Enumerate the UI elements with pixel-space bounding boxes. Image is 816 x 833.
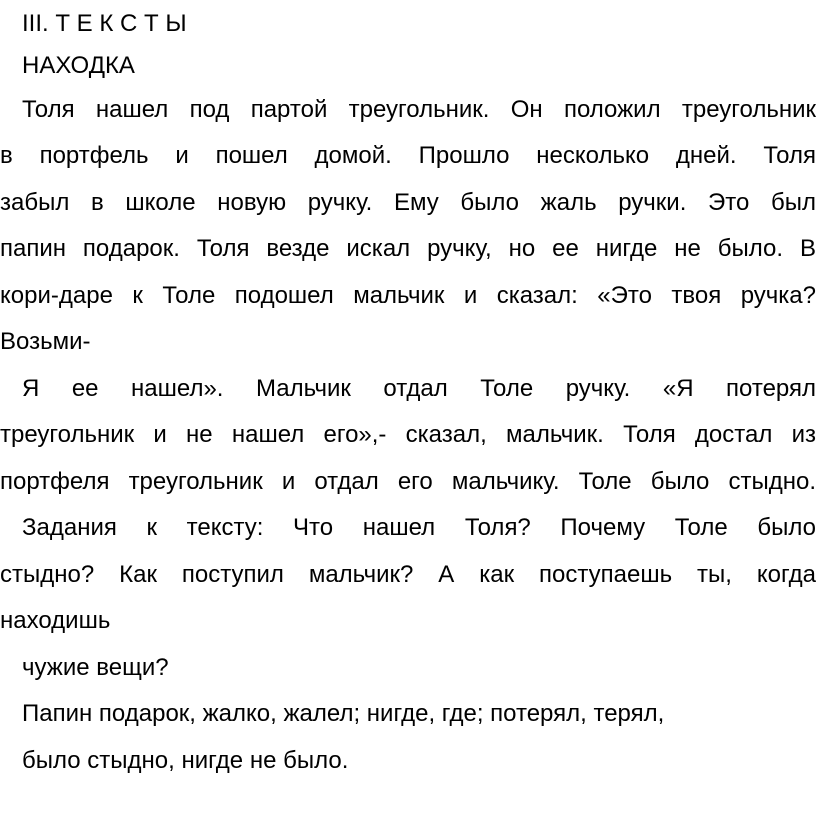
story-line-3: забыл в школе новую ручку. Ему было жаль ручки. Это был <box>0 189 816 216</box>
section-heading: III. Т Е К С Т Ы <box>22 10 187 37</box>
vocab-line-1: Папин подарок, жалко, жалел; нигде, где; потерял, терял, <box>22 700 665 727</box>
task-line-3: находишь <box>0 607 111 634</box>
story-line-4: папин подарок. Толя везде искал ручку, но ее нигде не было. В <box>0 235 816 262</box>
story-line-5: кори-даре к Толе подошел мальчик и сказал: «Это твоя ручка? <box>0 282 816 309</box>
task-line-2: стыдно? Как поступил мальчик? А как поступаешь ты, когда <box>0 561 816 588</box>
story-line-2: в портфель и пошел домой. Прошло несколько дней. Толя <box>0 142 816 169</box>
story-line-7: Я ее нашел». Мальчик отдал Толе ручку. «Я потерял <box>22 375 816 402</box>
story-line-9: портфеля треугольник и отдал его мальчику. Толе было стыдно. <box>0 468 816 495</box>
story-line-6: Возьми- <box>0 328 91 355</box>
task-line-1: Задания к тексту: Что нашел Толя? Почему Толе было <box>22 514 816 541</box>
vocab-line-2: было стыдно, нигде не было. <box>22 747 349 774</box>
story-line-1: Толя нашел под партой треугольник. Он положил треугольник <box>22 96 816 123</box>
task-line-4: чужие вещи? <box>22 654 169 681</box>
story-title: НАХОДКА <box>22 52 135 79</box>
story-line-8: треугольник и не нашел его»,- сказал, мальчик. Толя достал из <box>0 421 816 448</box>
